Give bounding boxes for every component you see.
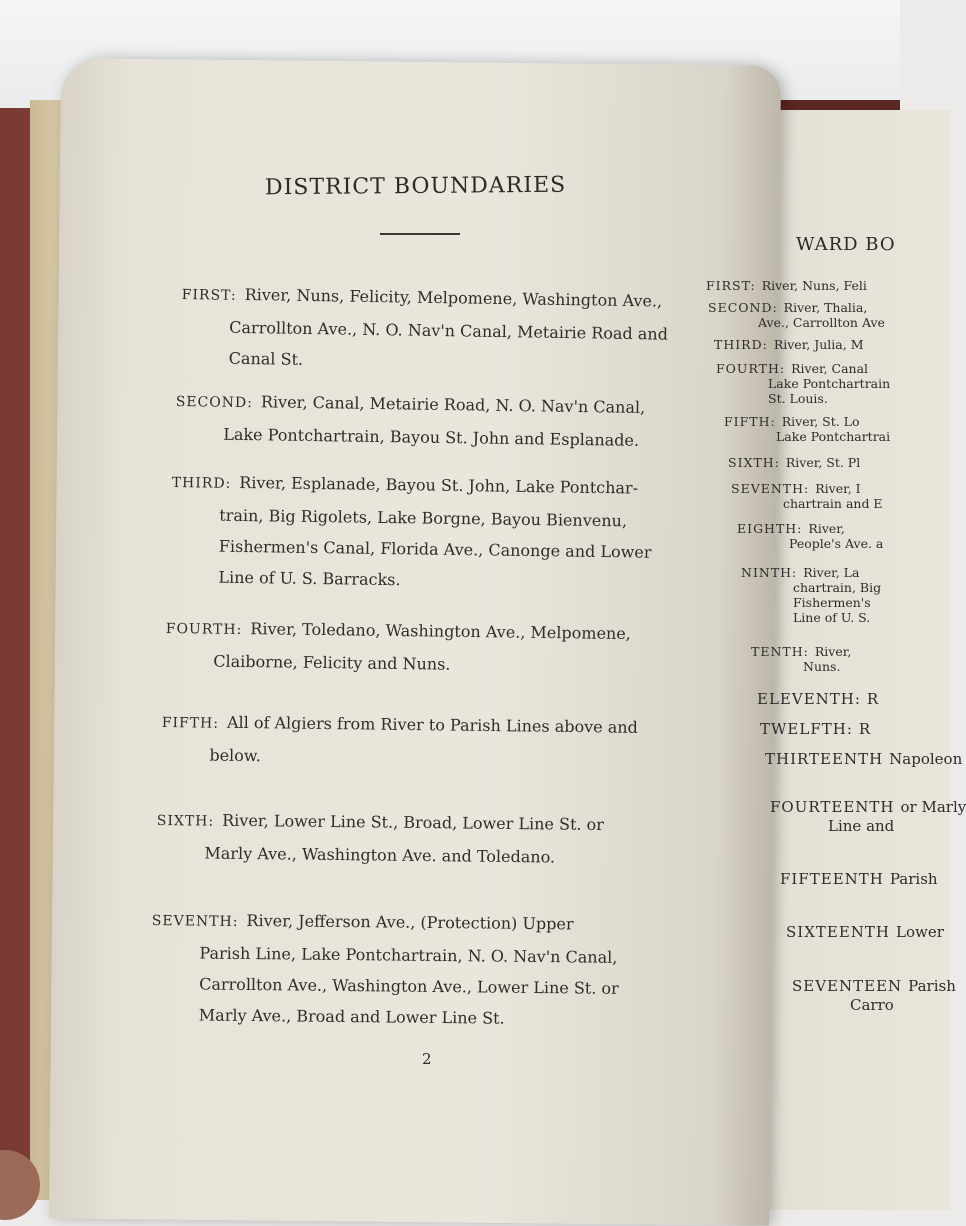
ward-entry — [780, 870, 938, 889]
district-label: SIXTH: — [157, 813, 215, 830]
ward-entry — [741, 565, 881, 625]
district-text: River, Esplanade, Bayou St. John, Lake Pontchar- — [239, 473, 638, 498]
ward-text: Line and — [770, 817, 966, 836]
ward-entry — [716, 361, 890, 406]
ward-entry — [708, 300, 885, 330]
ward-text: Lake Pontchartrai — [724, 429, 890, 444]
district-text: Claiborne, Felicity and Nuns. — [213, 652, 450, 674]
ward-text: River, La — [803, 565, 859, 580]
ward-label: FIRST: — [706, 278, 756, 293]
ward-text: Napoleon — [889, 750, 962, 768]
ward-text: Nuns. — [751, 659, 851, 674]
ward-text: River, Thalia, — [784, 300, 868, 315]
ward-text: Fishermen's — [741, 595, 881, 610]
district-label: FIFTH: — [162, 715, 219, 732]
district-text: Line of U. S. Barracks. — [218, 568, 400, 590]
ward-label: TENTH: — [751, 644, 809, 659]
district-text: below. — [209, 746, 261, 766]
ward-label: SIXTH: — [728, 455, 780, 470]
ward-entry — [760, 720, 870, 739]
ward-text: River, — [815, 644, 851, 659]
ward-entry — [786, 923, 944, 942]
ward-text: River, Nuns, Feli — [762, 278, 867, 293]
ward-text: Ave., Carrollton Ave — [708, 315, 885, 330]
ward-entry — [765, 750, 962, 769]
district-line — [165, 645, 630, 682]
district-text: River, Lower Line St., Broad, Lower Line St. or — [222, 811, 604, 834]
district-line — [151, 937, 619, 973]
district-label: SECOND: — [176, 394, 253, 411]
ward-label: EIGHTH: — [737, 521, 802, 536]
district-text: Lake Pontchartrain, Bayou St. John and Esplanade. — [223, 425, 639, 450]
district-label: THIRD: — [172, 475, 232, 492]
ward-entry — [751, 644, 851, 674]
district-entry — [181, 278, 669, 381]
district-text: River, Nuns, Felicity, Melpomene, Washington Ave., — [245, 285, 663, 311]
district-text: All of Algiers from River to Parish Lines above and — [227, 713, 638, 737]
ward-entry — [714, 337, 864, 352]
district-entry — [170, 466, 652, 599]
district-line — [151, 968, 619, 1004]
ward-text: River, St. Pl — [786, 455, 860, 470]
ward-text: R — [859, 720, 870, 738]
district-entry — [161, 706, 638, 776]
district-line — [156, 837, 603, 873]
ward-text: Parish — [890, 870, 938, 888]
district-text: River, Jefferson Ave., (Protection) Upper — [246, 911, 573, 933]
ward-label: FOURTH: — [716, 361, 785, 376]
ward-label: FIFTH: — [724, 414, 776, 429]
district-line — [151, 999, 619, 1035]
right-page-title: WARD BO — [796, 234, 896, 255]
ward-text: River, Julia, M — [774, 337, 864, 352]
district-label: SEVENTH: — [152, 913, 239, 930]
ward-text: River, St. Lo — [782, 414, 860, 429]
ward-entry — [706, 278, 867, 293]
district-text: Canal St. — [229, 349, 304, 369]
district-text: Marly Ave., Broad and Lower Line St. — [199, 1005, 505, 1027]
ward-label: THIRD: — [714, 337, 768, 352]
ward-label: NINTH: — [741, 565, 797, 580]
district-text: River, Toledano, Washington Ave., Melpomene, — [250, 619, 631, 643]
district-text: River, Canal, Metairie Road, N. O. Nav'n Canal, — [261, 392, 645, 417]
ward-text: or Marly — [901, 798, 966, 816]
district-text: Marly Ave., Washington Ave. and Toledano. — [204, 844, 555, 867]
district-label: FOURTH: — [166, 621, 243, 638]
ward-entry — [757, 690, 878, 709]
district-text: Carrollton Ave., Washington Ave., Lower Line St. or — [199, 974, 619, 997]
ward-text: Lake Pontchartrain — [716, 376, 890, 391]
district-text: Carrollton Ave., N. O. Nav'n Canal, Metairie Road and — [229, 318, 668, 344]
title-rule — [380, 233, 460, 235]
district-label: FIRST: — [182, 287, 237, 304]
district-text: Fishermen's Canal, Florida Ave., Canonge and Lower — [219, 537, 652, 562]
district-text: Parish Line, Lake Pontchartrain, N. O. Nav'n Canal, — [199, 944, 617, 967]
ward-label: SIXTEENTH — [786, 923, 890, 941]
ward-text: St. Louis. — [716, 391, 890, 406]
ward-entry — [731, 481, 883, 511]
ward-entry — [770, 798, 966, 836]
ward-text: Carro — [792, 996, 956, 1015]
district-entry — [156, 804, 604, 873]
district-entry — [165, 612, 631, 682]
ward-label: TWELFTH: — [760, 720, 853, 738]
district-entry — [151, 904, 620, 1035]
ward-label: FOURTEENTH — [770, 798, 895, 816]
page-number: 2 — [422, 1050, 432, 1068]
ward-text: River, Canal — [791, 361, 868, 376]
ward-text: chartrain and E — [731, 496, 883, 511]
ward-text: People's Ave. a — [737, 536, 883, 551]
ward-text: R — [867, 690, 878, 708]
ward-text: River, — [808, 521, 844, 536]
district-entry — [175, 385, 645, 456]
page-title: DISTRICT BOUNDARIES — [265, 173, 566, 201]
district-line — [161, 739, 637, 776]
ward-label: SECOND: — [708, 300, 778, 315]
ward-label: SEVENTH: — [731, 481, 809, 496]
ward-label: SEVENTEEN — [792, 977, 902, 995]
district-first-line — [157, 804, 604, 842]
ward-text: chartrain, Big — [741, 580, 881, 595]
ward-label: ELEVENTH: — [757, 690, 861, 708]
district-first-line — [152, 904, 620, 942]
ward-entry — [737, 521, 883, 551]
ward-entry — [728, 455, 860, 470]
ward-text: Lower — [896, 923, 944, 941]
district-text: train, Big Rigolets, Lake Borgne, Bayou Bienvenu, — [219, 506, 627, 531]
ward-text: River, I — [815, 481, 860, 496]
ward-text: Parish — [908, 977, 956, 995]
ward-entry — [724, 414, 890, 444]
ward-text: Line of U. S. — [741, 610, 881, 625]
ward-label: FIFTEENTH — [780, 870, 884, 888]
ward-entry — [792, 977, 956, 1015]
ward-label: THIRTEENTH — [765, 750, 883, 768]
